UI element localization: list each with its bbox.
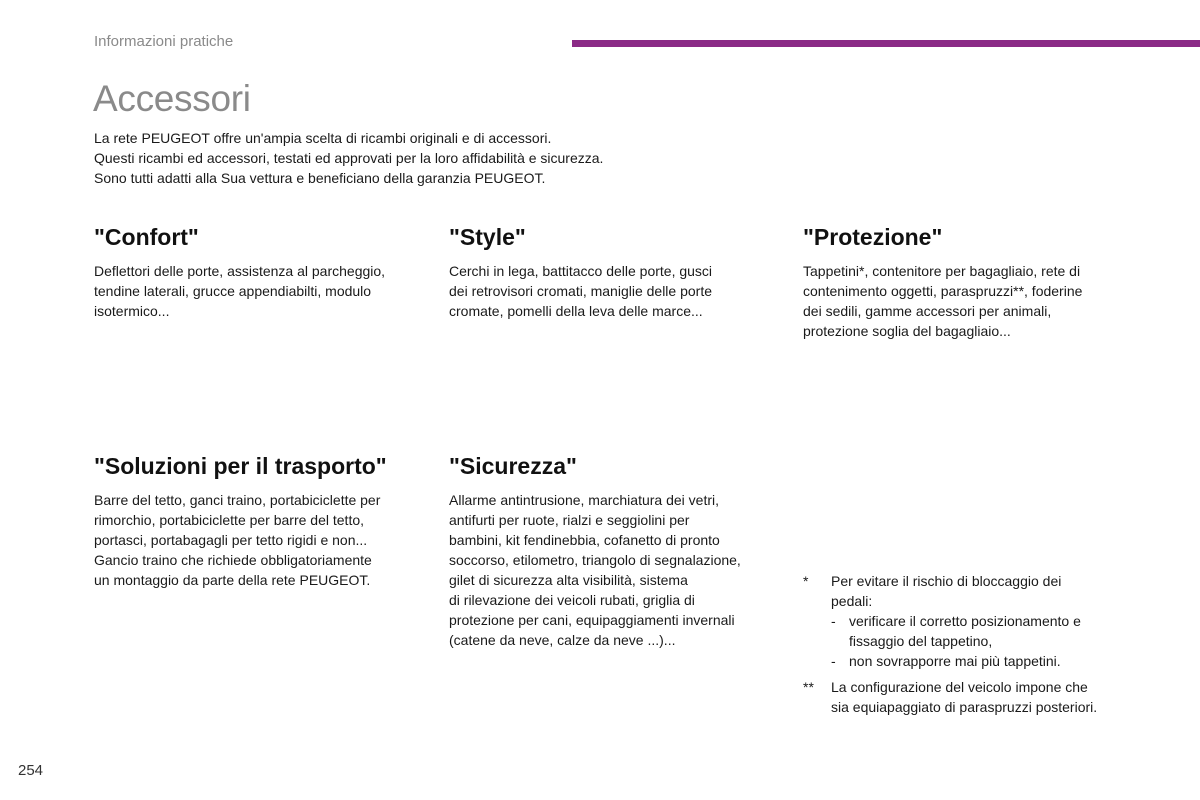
footnote-line: non sovrapporre mai più tappetini. — [849, 653, 1061, 669]
category-trasporto — [94, 453, 434, 590]
category-text-line: antifurti per ruote, rialzi e seggiolini per — [449, 512, 690, 528]
page-number: 254 — [18, 762, 44, 779]
category-title: "Sicurezza" — [449, 453, 577, 479]
category-text-line: soccorso, etilometro, triangolo di segnalazione, — [449, 552, 741, 568]
category-text-line: rimorchio, portabiciclette per barre del tetto, — [94, 512, 365, 528]
footnote-line: pedali: — [831, 593, 873, 609]
category-text-line: isotermico... — [94, 303, 170, 319]
category-text-line: tendine laterali, grucce appendiabilti, modulo — [94, 283, 372, 299]
category-sicurezza — [449, 453, 789, 650]
footnote-line: Per evitare il rischio di bloccaggio dei — [831, 573, 1062, 589]
category-text-line: Cerchi in lega, battitacco delle porte, gusci — [449, 263, 713, 279]
sub-item-dash: - — [831, 613, 836, 629]
intro-line: La rete PEUGEOT offre un'ampia scelta di ricambi originali e di accessori. — [94, 130, 552, 146]
category-text-line: cromate, pomelli della leva delle marce... — [449, 303, 703, 319]
footnote-line: verificare il corretto posizionamento e — [849, 613, 1081, 629]
category-text-line: dei sedili, gamme accessori per animali, — [803, 303, 1052, 319]
footnote-line: La configurazione del veicolo impone che — [831, 679, 1088, 695]
category-text-line: bambini, kit fendinebbia, cofanetto di pronto — [449, 532, 720, 548]
footnote-line: sia equiapaggiato di paraspruzzi posteriori. — [831, 699, 1098, 715]
category-confort — [94, 224, 434, 321]
category-text-line: portasci, portabagagli per tetto rigidi e non... — [94, 532, 368, 548]
footnote-single-asterisk — [803, 571, 1143, 671]
sub-item-dash: - — [831, 653, 836, 669]
category-protezione — [803, 224, 1143, 341]
category-text-line: Allarme antintrusione, marchiatura dei vetri, — [449, 492, 720, 508]
footnote-double-asterisk — [803, 677, 1143, 717]
footnote-sub-item — [831, 611, 1081, 651]
header-accent-bar — [572, 40, 1200, 47]
category-text-line: Barre del tetto, ganci traino, portabiciclette per — [94, 492, 381, 508]
category-style — [449, 224, 789, 321]
footnote-sub-item — [831, 651, 1081, 671]
category-title: "Style" — [449, 224, 526, 250]
category-text-line: Gancio traino che richiede obbligatoriamente — [94, 552, 372, 568]
footnote-text — [831, 571, 1081, 671]
category-text-line: protezione per cani, equipaggiamenti invernali — [449, 612, 735, 628]
footnote-text — [831, 677, 1097, 717]
category-text-line: contenimento oggetti, paraspruzzi**, foderine — [803, 283, 1083, 299]
intro-paragraph — [94, 128, 794, 188]
intro-line: Questi ricambi ed accessori, testati ed approvati per la loro affidabilità e sicurezza. — [94, 150, 604, 166]
footnotes — [803, 571, 1143, 717]
category-title: "Confort" — [94, 224, 199, 250]
category-text-line: gilet di sicurezza alta visibilità, sistema — [449, 572, 688, 588]
intro-line: Sono tutti adatti alla Sua vettura e beneficiano della garanzia PEUGEOT. — [94, 170, 546, 186]
category-text-line: dei retrovisori cromati, maniglie delle porte — [449, 283, 712, 299]
category-text-line: un montaggio da parte della rete PEUGEOT. — [94, 572, 371, 588]
category-text-line: di rilevazione dei veicoli rubati, griglia di — [449, 592, 695, 608]
category-text-line: (catene da neve, calze da neve ...)... — [449, 632, 676, 648]
category-text-line: Deflettori delle porte, assistenza al parcheggio, — [94, 263, 386, 279]
page-title: Accessori — [93, 78, 251, 119]
footnote-mark: * — [803, 573, 809, 589]
category-text-line: Tappetini*, contenitore per bagagliaio, rete di — [803, 263, 1081, 279]
footnote-line: fissaggio del tappetino, — [849, 633, 993, 649]
category-text-line: protezione soglia del bagagliaio... — [803, 323, 1011, 339]
category-title: "Protezione" — [803, 224, 943, 250]
section-label: Informazioni pratiche — [94, 33, 234, 50]
footnote-mark: ** — [803, 679, 814, 695]
category-title: "Soluzioni per il trasporto" — [94, 453, 387, 479]
